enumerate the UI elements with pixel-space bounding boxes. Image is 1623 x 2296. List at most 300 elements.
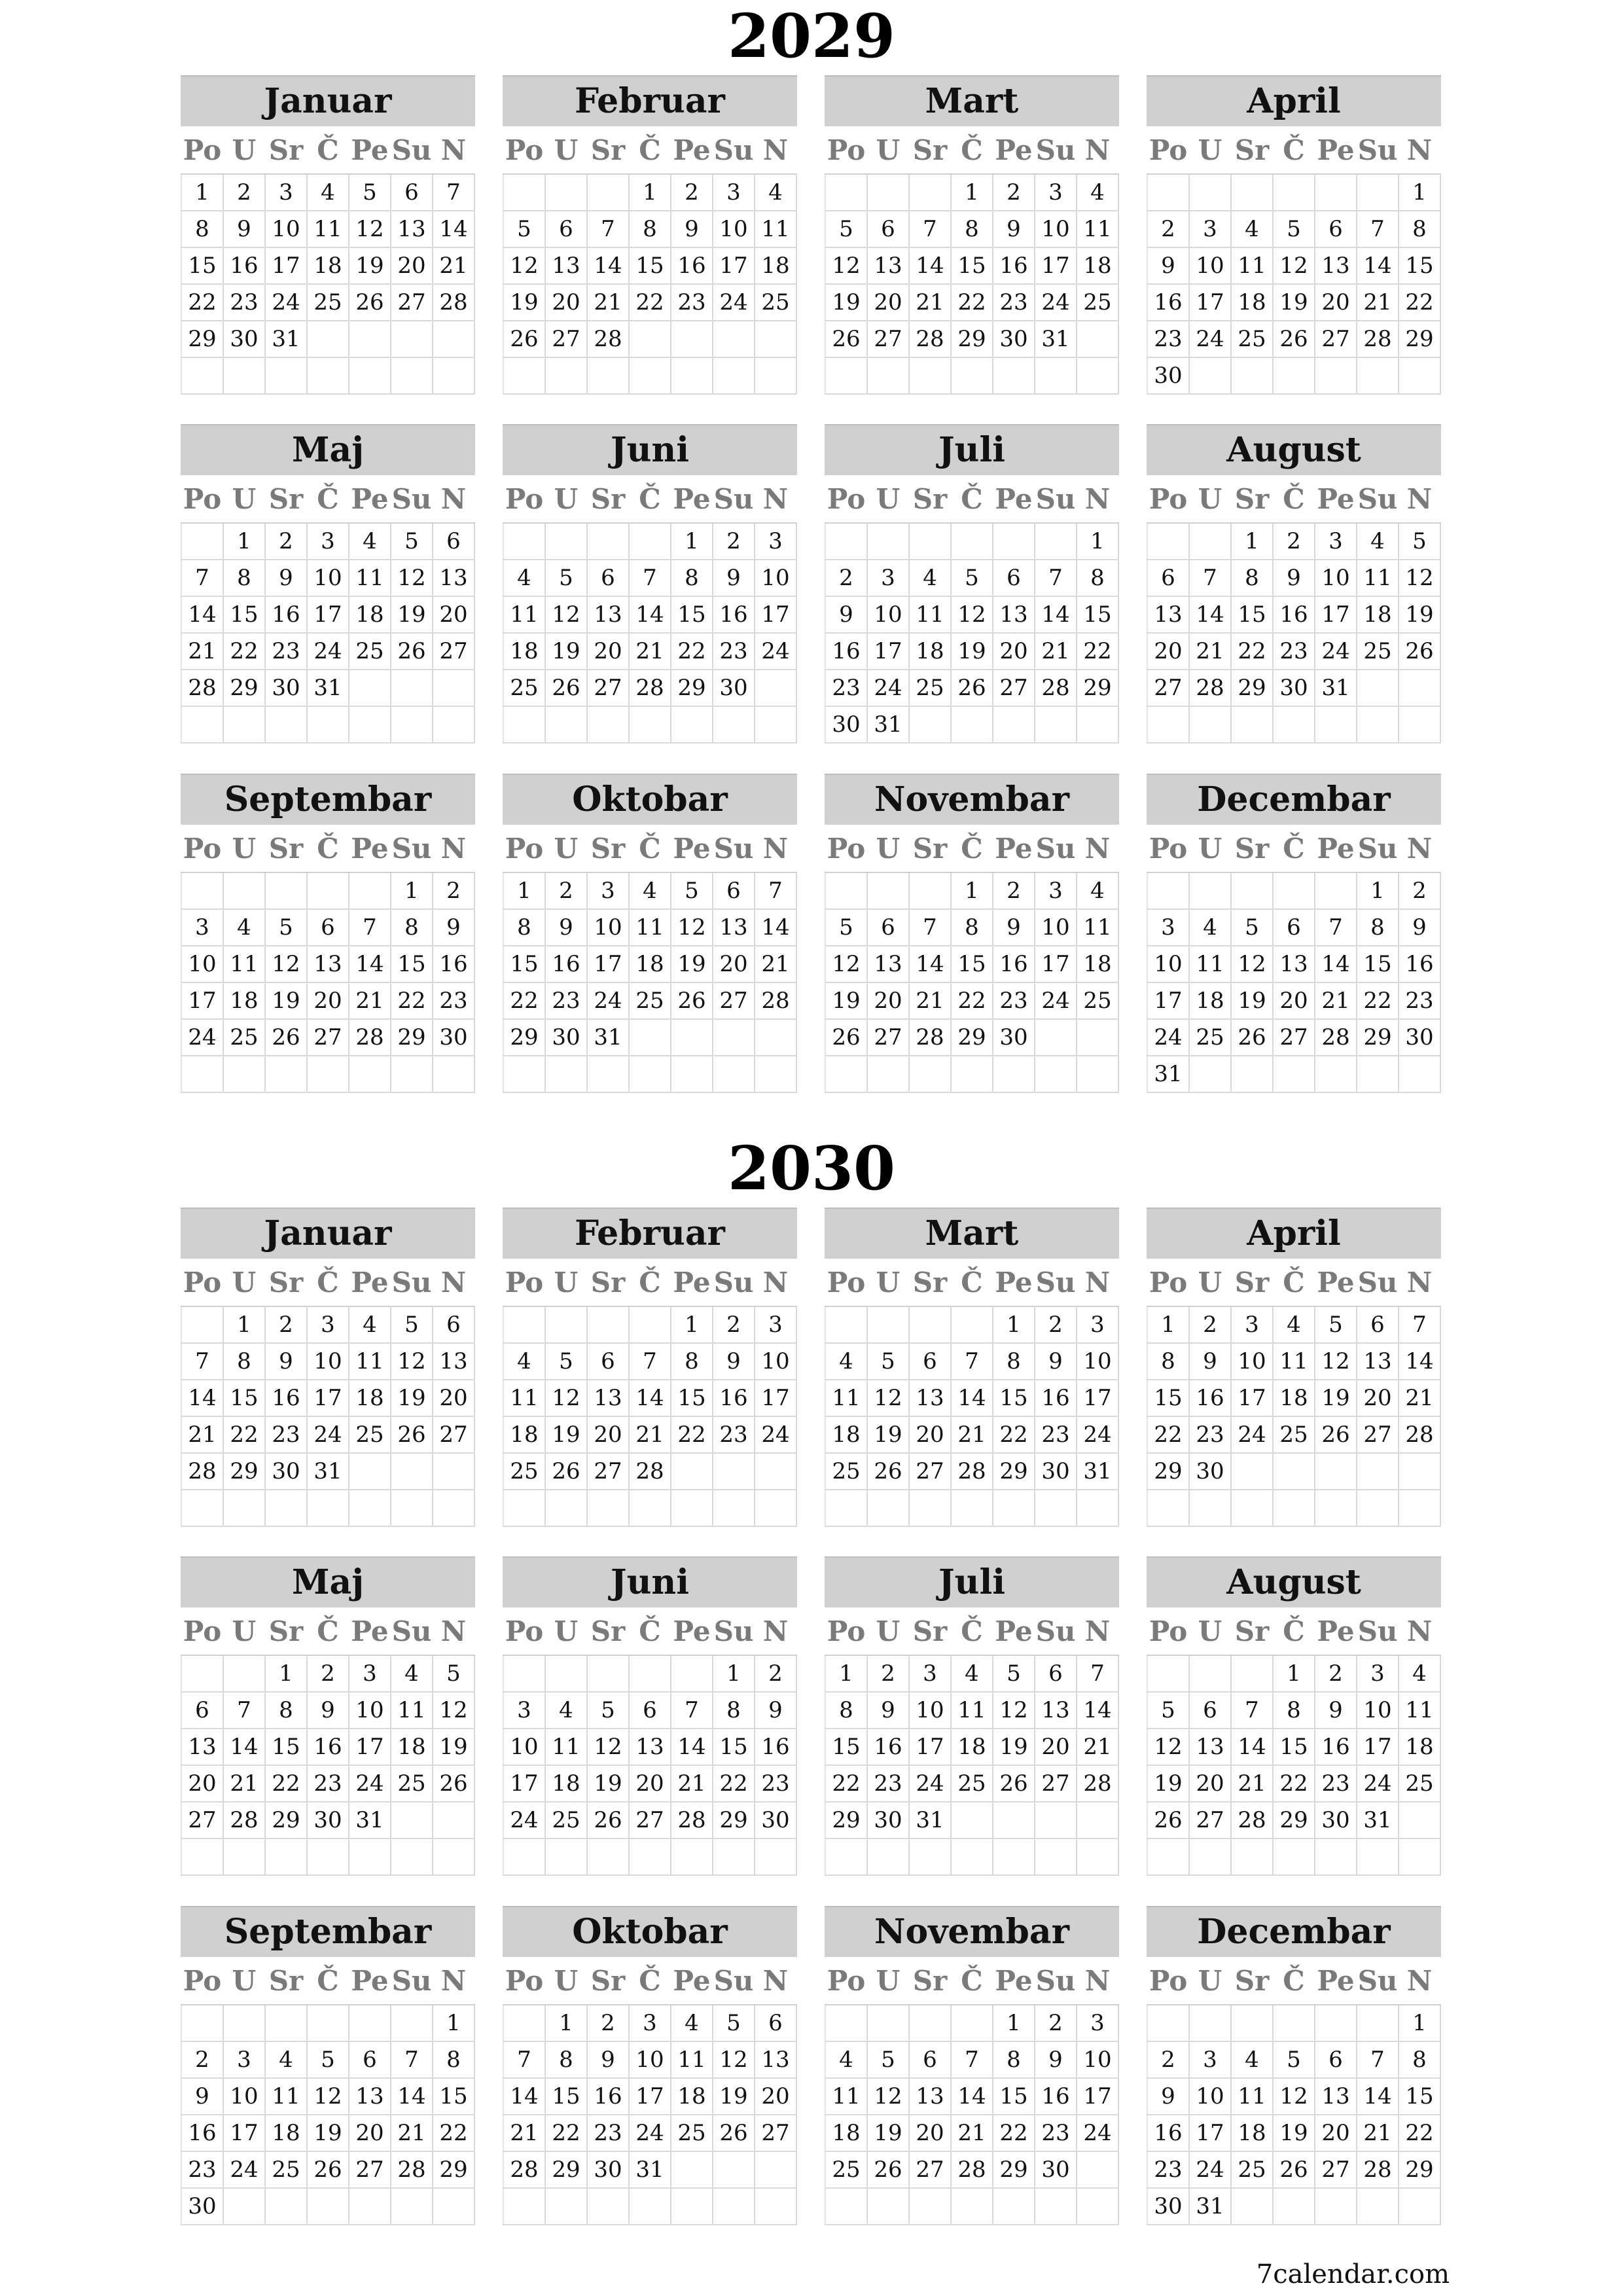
day-cell: 16 xyxy=(1035,2078,1077,2115)
day-cell: 11 xyxy=(349,1343,391,1380)
weekday-header-row xyxy=(503,1607,796,1655)
day-cell xyxy=(1147,523,1189,560)
day-cell: 6 xyxy=(391,174,433,211)
weekday-label: Po xyxy=(825,1957,867,2005)
weekday-label: Pe xyxy=(349,126,391,174)
day-cell xyxy=(545,357,587,394)
weekday-header-row xyxy=(1147,1607,1440,1655)
day-cell: 9 xyxy=(265,1343,307,1380)
day-cell xyxy=(755,2188,796,2225)
weekday-label: Pe xyxy=(993,1259,1035,1306)
day-cell xyxy=(349,1056,391,1092)
day-cell: 16 xyxy=(1399,946,1440,982)
week-row xyxy=(825,1655,1118,1692)
month-days-table xyxy=(825,825,1119,1093)
day-cell: 23 xyxy=(307,1765,349,1802)
day-cell: 10 xyxy=(755,560,796,596)
month-days-table xyxy=(503,1259,797,1527)
week-row xyxy=(825,2078,1118,2115)
month-block xyxy=(1147,1906,1441,2225)
day-cell xyxy=(1273,2188,1315,2225)
month-days-table xyxy=(1147,1957,1441,2225)
day-cell: 12 xyxy=(1315,1343,1357,1380)
day-cell: 20 xyxy=(909,1416,951,1453)
day-cell: 20 xyxy=(867,284,909,321)
weekday-label: U xyxy=(1189,475,1231,523)
day-cell: 2 xyxy=(1147,211,1189,247)
day-cell: 2 xyxy=(1315,1655,1357,1692)
day-cell: 24 xyxy=(1077,1416,1118,1453)
day-cell: 21 xyxy=(1399,1380,1440,1416)
weekday-label: U xyxy=(545,825,587,872)
week-row xyxy=(825,1839,1118,1875)
day-cell xyxy=(1315,1056,1357,1092)
day-cell xyxy=(629,706,671,743)
day-cell xyxy=(1231,2188,1273,2225)
day-cell: 18 xyxy=(825,2115,867,2151)
day-cell xyxy=(545,1839,587,1875)
month-block xyxy=(181,1906,475,2225)
day-cell xyxy=(909,1490,951,1526)
weekday-label: Pe xyxy=(993,475,1035,523)
day-cell xyxy=(825,1490,867,1526)
week-row xyxy=(825,211,1118,247)
weekday-label: Č xyxy=(629,1607,671,1655)
day-cell: 27 xyxy=(1273,1019,1315,1056)
weekday-label: Pe xyxy=(349,1957,391,2005)
day-cell xyxy=(1273,1056,1315,1092)
day-cell: 26 xyxy=(391,1416,433,1453)
day-cell xyxy=(629,1306,671,1343)
day-cell: 17 xyxy=(629,2078,671,2115)
weekday-label: Pe xyxy=(349,475,391,523)
week-row xyxy=(181,633,474,670)
day-cell: 11 xyxy=(391,1692,433,1729)
day-cell: 27 xyxy=(1315,321,1357,357)
day-cell: 16 xyxy=(181,2115,223,2151)
day-cell xyxy=(433,1802,474,1839)
day-cell: 7 xyxy=(1357,2041,1399,2078)
day-cell: 29 xyxy=(503,1019,545,1056)
day-cell xyxy=(909,357,951,394)
day-cell xyxy=(587,2188,629,2225)
day-cell xyxy=(951,706,993,743)
day-cell: 11 xyxy=(951,1692,993,1729)
weekday-label: Č xyxy=(629,825,671,872)
week-row xyxy=(1147,2041,1440,2078)
day-cell: 11 xyxy=(265,2078,307,2115)
day-cell: 11 xyxy=(1231,247,1273,284)
day-cell: 30 xyxy=(181,2188,223,2225)
day-cell xyxy=(629,357,671,394)
weekday-header-row xyxy=(825,825,1118,872)
day-cell: 14 xyxy=(1357,247,1399,284)
weekday-label: U xyxy=(545,1607,587,1655)
day-cell: 3 xyxy=(223,2041,265,2078)
weekday-label: Č xyxy=(951,475,993,523)
week-row xyxy=(825,946,1118,982)
weekday-label: Pe xyxy=(671,475,713,523)
week-row xyxy=(1147,1729,1440,1765)
day-cell xyxy=(223,357,265,394)
weekday-label: Č xyxy=(951,1957,993,2005)
day-cell xyxy=(181,872,223,909)
day-cell xyxy=(1231,706,1273,743)
day-cell: 30 xyxy=(1035,1453,1077,1490)
month-block xyxy=(1147,1556,1441,1876)
day-cell: 3 xyxy=(1231,1306,1273,1343)
week-row xyxy=(503,1380,796,1416)
day-cell: 7 xyxy=(503,2041,545,2078)
weekday-label: Sr xyxy=(909,825,951,872)
day-cell: 26 xyxy=(1231,1019,1273,1056)
day-cell xyxy=(391,321,433,357)
week-row xyxy=(503,982,796,1019)
week-row xyxy=(181,2005,474,2041)
day-cell: 12 xyxy=(825,946,867,982)
day-cell: 11 xyxy=(1077,211,1118,247)
weekday-label: Su xyxy=(391,1957,433,2005)
day-cell: 4 xyxy=(825,1343,867,1380)
day-cell: 11 xyxy=(307,211,349,247)
day-cell: 31 xyxy=(265,321,307,357)
day-cell: 2 xyxy=(1273,523,1315,560)
weekday-label: N xyxy=(433,1607,474,1655)
day-cell: 14 xyxy=(1035,596,1077,633)
week-row xyxy=(503,284,796,321)
day-cell xyxy=(993,1490,1035,1526)
day-cell xyxy=(1315,2188,1357,2225)
day-cell xyxy=(1273,706,1315,743)
day-cell: 20 xyxy=(909,2115,951,2151)
day-cell: 13 xyxy=(1357,1343,1399,1380)
weekday-label: Po xyxy=(1147,475,1189,523)
day-cell xyxy=(1035,1056,1077,1092)
day-cell: 30 xyxy=(993,1019,1035,1056)
day-cell: 26 xyxy=(1273,321,1315,357)
day-cell: 3 xyxy=(503,1692,545,1729)
weekday-label: Sr xyxy=(587,825,629,872)
day-cell xyxy=(433,1453,474,1490)
day-cell xyxy=(391,2188,433,2225)
day-cell xyxy=(349,670,391,706)
month-block xyxy=(503,424,797,744)
day-cell: 28 xyxy=(1231,1802,1273,1839)
day-cell: 8 xyxy=(503,909,545,946)
day-cell xyxy=(349,1453,391,1490)
day-cell: 22 xyxy=(1077,633,1118,670)
day-cell: 11 xyxy=(1399,1692,1440,1729)
day-cell: 3 xyxy=(629,2005,671,2041)
day-cell xyxy=(223,2188,265,2225)
day-cell: 5 xyxy=(545,560,587,596)
day-cell xyxy=(1189,706,1231,743)
week-row xyxy=(503,2188,796,2225)
day-cell xyxy=(951,357,993,394)
day-cell: 13 xyxy=(867,247,909,284)
day-cell: 11 xyxy=(825,1380,867,1416)
day-cell: 17 xyxy=(1315,596,1357,633)
day-cell: 1 xyxy=(1399,174,1440,211)
day-cell: 27 xyxy=(587,1453,629,1490)
weekday-header-row xyxy=(181,1607,474,1655)
weekday-label: U xyxy=(1189,126,1231,174)
weekday-label: Su xyxy=(391,1259,433,1306)
day-cell: 20 xyxy=(1147,633,1189,670)
day-cell xyxy=(825,2005,867,2041)
weekday-label: N xyxy=(755,475,796,523)
day-cell: 24 xyxy=(1147,1019,1189,1056)
day-cell: 11 xyxy=(503,596,545,633)
weekday-label: Su xyxy=(1035,1957,1077,2005)
day-cell: 21 xyxy=(223,1765,265,1802)
week-row xyxy=(1147,982,1440,1019)
day-cell: 15 xyxy=(223,1380,265,1416)
day-cell xyxy=(755,1490,796,1526)
day-cell: 27 xyxy=(629,1802,671,1839)
day-cell: 17 xyxy=(181,982,223,1019)
day-cell: 22 xyxy=(1147,1416,1189,1453)
day-cell xyxy=(1189,1655,1231,1692)
weekday-label: Pe xyxy=(671,1607,713,1655)
day-cell: 18 xyxy=(545,1765,587,1802)
day-cell: 8 xyxy=(951,909,993,946)
day-cell xyxy=(713,357,755,394)
site-credit: 7calendar.com xyxy=(1256,2259,1450,2289)
month-name: Novembar xyxy=(825,774,1119,825)
day-cell: 21 xyxy=(1189,633,1231,670)
weekday-label: U xyxy=(223,825,265,872)
weekday-label: Po xyxy=(825,475,867,523)
weekday-label: Č xyxy=(1273,1607,1315,1655)
day-cell xyxy=(951,1490,993,1526)
month-name: Januar xyxy=(181,1208,475,1259)
weekday-label: N xyxy=(1077,825,1118,872)
week-row xyxy=(825,1056,1118,1092)
day-cell xyxy=(1077,706,1118,743)
day-cell: 1 xyxy=(265,1655,307,1692)
day-cell: 24 xyxy=(503,1802,545,1839)
day-cell: 9 xyxy=(587,2041,629,2078)
day-cell: 24 xyxy=(223,2151,265,2188)
day-cell: 28 xyxy=(1189,670,1231,706)
month-days-table xyxy=(503,1957,797,2225)
day-cell: 2 xyxy=(1147,2041,1189,2078)
day-cell xyxy=(265,1839,307,1875)
day-cell: 12 xyxy=(265,946,307,982)
week-row xyxy=(181,1729,474,1765)
day-cell: 20 xyxy=(433,596,474,633)
day-cell xyxy=(223,2005,265,2041)
day-cell: 24 xyxy=(909,1765,951,1802)
day-cell: 17 xyxy=(349,1729,391,1765)
day-cell xyxy=(909,2005,951,2041)
day-cell: 18 xyxy=(951,1729,993,1765)
day-cell xyxy=(349,2005,391,2041)
day-cell: 24 xyxy=(755,1416,796,1453)
day-cell: 16 xyxy=(993,247,1035,284)
weekday-label: U xyxy=(223,1607,265,1655)
day-cell: 1 xyxy=(825,1655,867,1692)
day-cell: 30 xyxy=(1147,357,1189,394)
weekday-label: N xyxy=(433,1259,474,1306)
day-cell xyxy=(433,1490,474,1526)
weekday-label: N xyxy=(1399,1259,1440,1306)
day-cell: 4 xyxy=(629,872,671,909)
week-row xyxy=(181,946,474,982)
month-days-table xyxy=(825,126,1119,395)
day-cell: 21 xyxy=(951,1416,993,1453)
day-cell: 14 xyxy=(503,2078,545,2115)
day-cell: 9 xyxy=(993,909,1035,946)
day-cell: 3 xyxy=(349,1655,391,1692)
day-cell: 20 xyxy=(1315,284,1357,321)
week-row xyxy=(503,523,796,560)
weekday-label: Su xyxy=(1357,1259,1399,1306)
day-cell xyxy=(1399,1453,1440,1490)
day-cell: 25 xyxy=(391,1765,433,1802)
day-cell: 21 xyxy=(1315,982,1357,1019)
day-cell: 10 xyxy=(307,1343,349,1380)
week-row xyxy=(181,174,474,211)
day-cell: 6 xyxy=(629,1692,671,1729)
day-cell: 3 xyxy=(587,872,629,909)
day-cell: 5 xyxy=(867,2041,909,2078)
day-cell: 15 xyxy=(671,596,713,633)
week-row xyxy=(181,1802,474,1839)
day-cell xyxy=(671,1056,713,1092)
day-cell: 18 xyxy=(503,633,545,670)
day-cell: 23 xyxy=(867,1765,909,1802)
day-cell xyxy=(1035,523,1077,560)
day-cell xyxy=(223,706,265,743)
day-cell: 26 xyxy=(307,2151,349,2188)
day-cell: 3 xyxy=(181,909,223,946)
day-cell: 25 xyxy=(1357,633,1399,670)
weekday-label: Su xyxy=(713,1259,755,1306)
day-cell: 30 xyxy=(825,706,867,743)
day-cell xyxy=(951,1839,993,1875)
weekday-label: Č xyxy=(307,475,349,523)
day-cell xyxy=(909,1839,951,1875)
day-cell: 7 xyxy=(951,1343,993,1380)
day-cell: 29 xyxy=(1077,670,1118,706)
weekday-label: N xyxy=(433,825,474,872)
day-cell: 15 xyxy=(433,2078,474,2115)
day-cell: 28 xyxy=(671,1802,713,1839)
weekday-label: Sr xyxy=(265,126,307,174)
day-cell xyxy=(503,1490,545,1526)
day-cell: 18 xyxy=(629,946,671,982)
week-row xyxy=(825,1802,1118,1839)
day-cell: 19 xyxy=(1231,982,1273,1019)
day-cell xyxy=(1147,174,1189,211)
day-cell: 14 xyxy=(629,596,671,633)
day-cell: 7 xyxy=(755,872,796,909)
day-cell: 10 xyxy=(307,560,349,596)
day-cell: 12 xyxy=(825,247,867,284)
week-row xyxy=(503,1765,796,1802)
day-cell xyxy=(671,1655,713,1692)
weekday-header-row xyxy=(825,1259,1118,1306)
day-cell: 7 xyxy=(1077,1655,1118,1692)
day-cell: 29 xyxy=(713,1802,755,1839)
day-cell: 8 xyxy=(1273,1692,1315,1729)
day-cell: 2 xyxy=(671,174,713,211)
week-row xyxy=(825,2188,1118,2225)
day-cell: 24 xyxy=(1357,1765,1399,1802)
day-cell: 28 xyxy=(391,2151,433,2188)
day-cell: 7 xyxy=(181,1343,223,1380)
day-cell xyxy=(1273,1490,1315,1526)
day-cell: 7 xyxy=(951,2041,993,2078)
day-cell: 14 xyxy=(909,247,951,284)
day-cell: 13 xyxy=(1315,2078,1357,2115)
weekday-label: Č xyxy=(307,1957,349,2005)
weekday-label: N xyxy=(1399,126,1440,174)
day-cell xyxy=(713,1019,755,1056)
day-cell: 22 xyxy=(951,982,993,1019)
day-cell: 4 xyxy=(1231,211,1273,247)
day-cell: 22 xyxy=(181,284,223,321)
month-block xyxy=(503,1556,797,1876)
day-cell: 25 xyxy=(1231,321,1273,357)
day-cell: 3 xyxy=(713,174,755,211)
day-cell: 6 xyxy=(1189,1692,1231,1729)
day-cell: 26 xyxy=(587,1802,629,1839)
weekday-label: Po xyxy=(503,126,545,174)
day-cell xyxy=(1189,872,1231,909)
day-cell: 11 xyxy=(1077,909,1118,946)
weekday-label: Po xyxy=(181,1957,223,2005)
day-cell xyxy=(1357,1490,1399,1526)
day-cell: 18 xyxy=(1231,2115,1273,2151)
day-cell: 9 xyxy=(825,596,867,633)
day-cell: 9 xyxy=(545,909,587,946)
day-cell xyxy=(307,321,349,357)
week-row xyxy=(503,633,796,670)
day-cell: 20 xyxy=(587,1416,629,1453)
day-cell: 6 xyxy=(307,909,349,946)
day-cell: 12 xyxy=(587,1729,629,1765)
week-row xyxy=(825,1765,1118,1802)
day-cell: 1 xyxy=(1399,2005,1440,2041)
month-block xyxy=(503,75,797,395)
month-name: Februar xyxy=(503,1208,797,1259)
day-cell: 27 xyxy=(713,982,755,1019)
day-cell: 22 xyxy=(671,1416,713,1453)
day-cell: 8 xyxy=(1399,2041,1440,2078)
day-cell: 23 xyxy=(433,982,474,1019)
day-cell xyxy=(587,174,629,211)
day-cell: 31 xyxy=(307,1453,349,1490)
week-row xyxy=(825,247,1118,284)
day-cell: 6 xyxy=(587,1343,629,1380)
day-cell: 17 xyxy=(587,946,629,982)
day-cell: 8 xyxy=(181,211,223,247)
day-cell: 12 xyxy=(307,2078,349,2115)
day-cell: 15 xyxy=(1357,946,1399,982)
day-cell: 5 xyxy=(1231,909,1273,946)
day-cell: 6 xyxy=(349,2041,391,2078)
day-cell: 16 xyxy=(825,633,867,670)
day-cell: 30 xyxy=(1315,1802,1357,1839)
day-cell xyxy=(1035,706,1077,743)
weekday-label: Sr xyxy=(265,1607,307,1655)
day-cell xyxy=(1147,1839,1189,1875)
day-cell xyxy=(1357,1839,1399,1875)
day-cell: 18 xyxy=(1231,284,1273,321)
